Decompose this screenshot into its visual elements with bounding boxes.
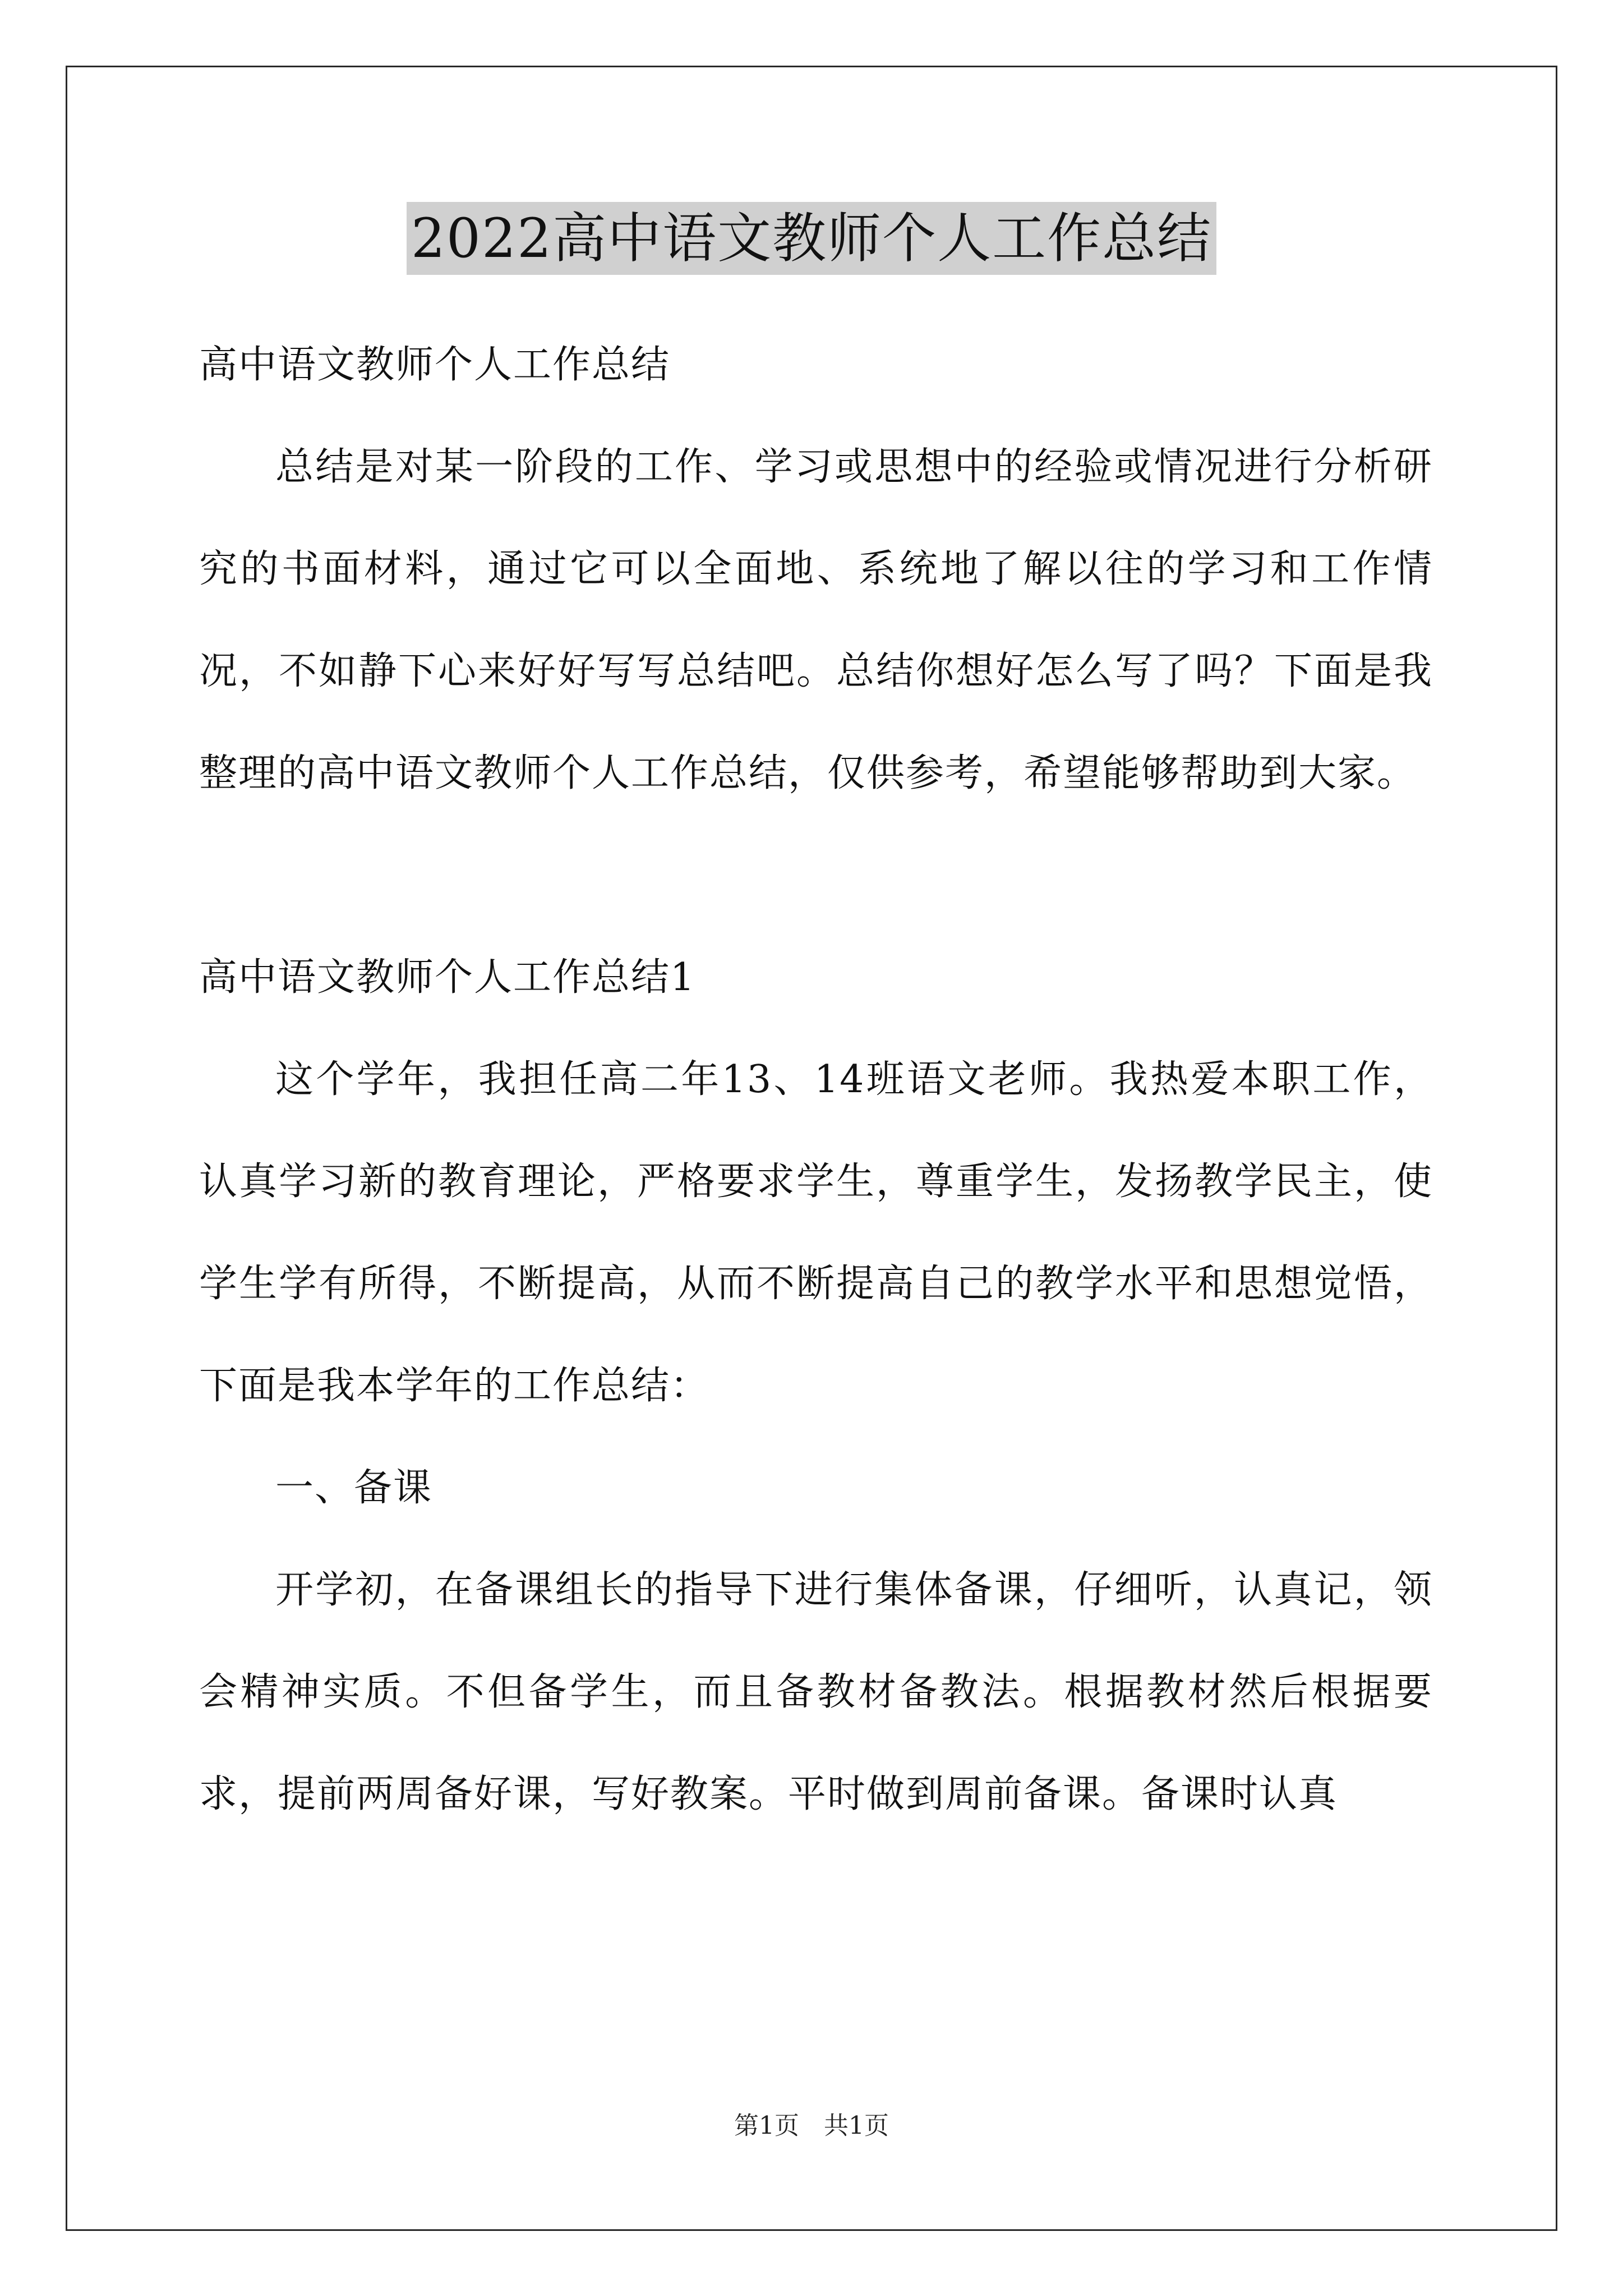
title-container (0, 202, 1623, 275)
page-footer: 第1页 共1页 (734, 2111, 889, 2140)
subheading: 一、备课 (275, 1466, 433, 1510)
section-paragraph: 这个学年，我担任高二年13、14班语文老师。我热爱本职工作，认真学习新的教育理论，严格要求学生，尊重学生，发扬教学民主，使学生学有所得，不断提高，从而不断提高自己的教学水平和思想觉悟，下面是我本学年的工作总结： (199, 1057, 1433, 1408)
section-heading: 高中语文教师个人工作总结1 (199, 955, 696, 1000)
paragraph-gap (199, 825, 1433, 927)
document-subtitle: 高中语文教师个人工作总结 (199, 343, 671, 387)
intro-paragraph: 总结是对某一阶段的工作、学习或思想中的经验或情况进行分析研究的书面材料，通过它可以全面地、系统地了解以往的学习和工作情况，不如静下心来好好写写总结吧。总结你想好怎么写了吗？下面是我整理的高中语文教师个人工作总结，仅供参考，希望能够帮助到大家。 (199, 445, 1433, 795)
section-paragraph: 开学初，在备课组长的指导下进行集体备课，仔细听，认真记，领会精神实质。不但备学生，而且备教材备教法。根据教材然后根据要求，提前两周备好课，写好教案。平时做到周前备课。备课时认真 (199, 1568, 1433, 1816)
document-title: 2022高中语文教师个人工作总结 (407, 202, 1216, 275)
document-body (199, 314, 1433, 1846)
